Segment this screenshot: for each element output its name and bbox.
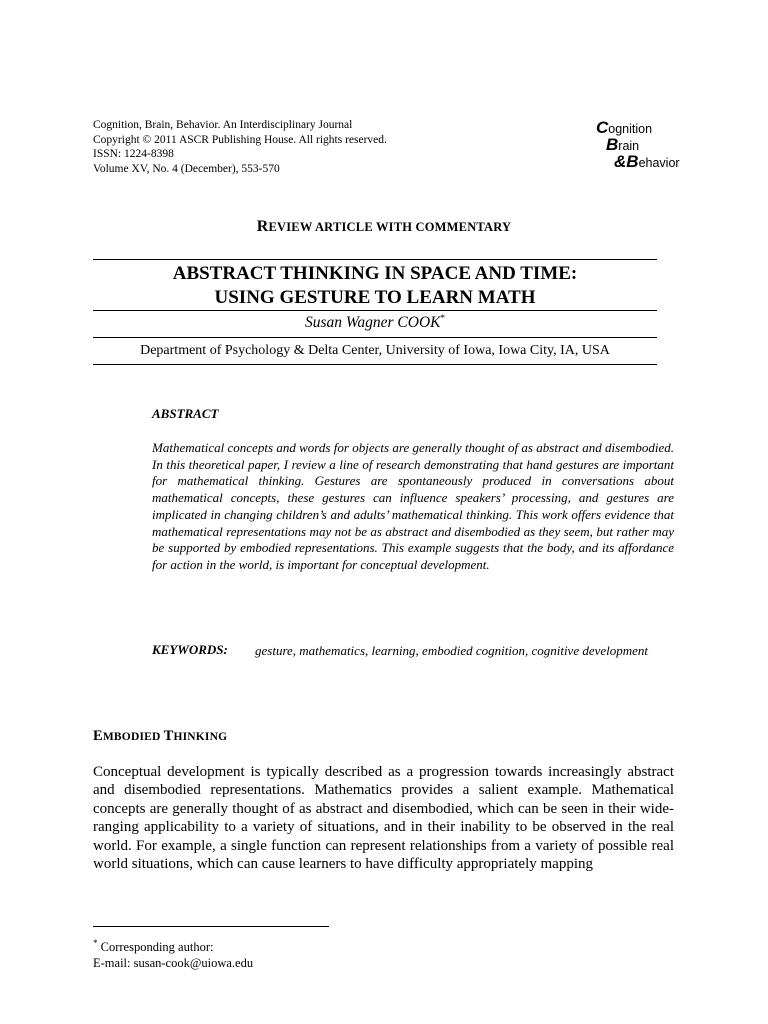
logo-amp: & <box>614 152 627 171</box>
article-type-rest: EVIEW ARTICLE WITH COMMENTARY <box>268 220 512 234</box>
title-line-2: USING GESTURE TO LEARN MATH <box>214 287 536 308</box>
logo-c-rest: ognition <box>608 122 653 136</box>
section-rest-1: MBODIED <box>102 731 164 743</box>
affiliation: Department of Psychology & Delta Center, University of Iowa, Iowa City, IA, USA <box>140 343 610 358</box>
abstract-heading: ABSTRACT <box>152 406 219 421</box>
journal-name: Cognition, Brain, Behavior. An Interdisciplinary Journal <box>93 119 353 131</box>
keywords-label: KEYWORDS: <box>152 642 228 657</box>
logo-c-initial: C <box>596 118 609 137</box>
paper-title <box>93 262 657 310</box>
body-paragraph: Conceptual development is typically described as a progression towards increasingly abstract and disembodied representations. Mathematics provides a salient example. Mathematical concepts are generally thought of as abstract and disembodied, which can be seen in their wide-ranging applicability to a variety of situations, and in their inability to be observed in the real world. For example, a single function can represent relationships from a variety of possible real world situations, which can cause learners to have difficulty appropriately mapping <box>93 764 674 873</box>
copyright-line: Copyright © 2011 ASCR Publishing House. All rights reserved. <box>93 133 387 146</box>
issn-line: ISSN: 1224-8398 <box>93 148 174 160</box>
title-top-rule <box>93 259 657 260</box>
journal-logo <box>596 120 680 171</box>
author-rule <box>93 337 657 338</box>
footnote-email: E-mail: susan-cook@uiowa.edu <box>93 956 254 971</box>
logo-b-rest: rain <box>618 139 640 153</box>
author <box>93 313 657 332</box>
title-line-1: ABSTRACT THINKING IN SPACE AND TIME: <box>172 263 578 284</box>
volume-line: Volume XV, No. 4 (December), 553-570 <box>93 162 280 175</box>
author-name: Susan Wagner COOK <box>305 314 441 332</box>
title-bottom-rule <box>93 310 657 311</box>
footnote-marker: * <box>93 938 98 948</box>
section-heading <box>93 728 227 745</box>
abstract-text: Mathematical concepts and words for objects are generally thought of as abstract and disembodied. In this theoretical paper, I review a line of research demonstrating that hand gestures are important for mathematical thinking. Gestures are spontaneously produced in conversations about mathematical concepts, these gestures can influence speakers’ processing, and gestures are implicated in changing children’s and adults’ mathematical thinking. This work offers evidence that mathematical representations may not be as abstract and disembodied as they seem, but rather may be supported by embodied representations. This example suggests that the body, and its affordance for action in the world, is important for conceptual development. <box>152 440 674 572</box>
footnote <box>93 935 253 971</box>
footnote-label: Corresponding author: <box>97 940 214 955</box>
footnote-rule <box>93 926 329 927</box>
logo-b-initial: B <box>606 135 619 154</box>
article-type-initial: R <box>256 218 269 235</box>
section-rest-2: HINKING <box>173 731 228 743</box>
section-initial-2: T <box>163 728 174 744</box>
article-type <box>0 218 768 236</box>
affiliation-rule <box>93 364 657 365</box>
keywords-text: gesture, mathematics, learning, embodied cognition, cognitive development <box>255 643 649 658</box>
logo-b2-rest: ehavior <box>638 156 680 170</box>
journal-info <box>93 118 387 176</box>
logo-b2-initial: B <box>626 152 639 171</box>
section-initial-1: E <box>93 728 103 744</box>
author-marker: * <box>440 313 445 323</box>
